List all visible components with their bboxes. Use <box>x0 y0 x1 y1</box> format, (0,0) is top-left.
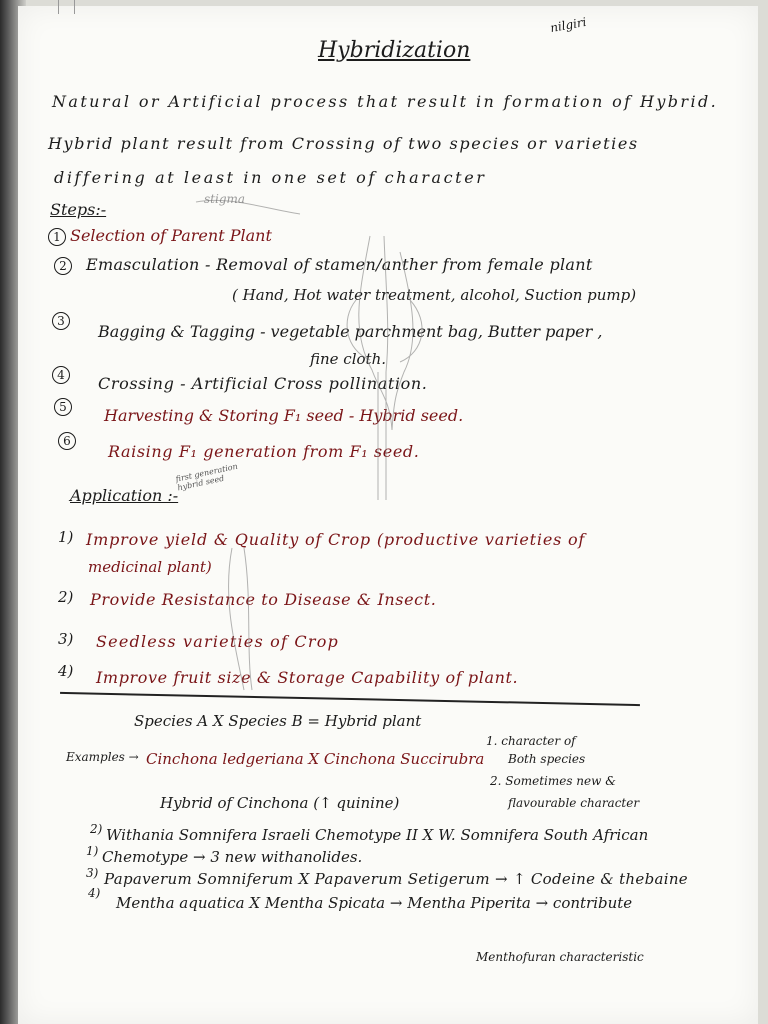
steps-heading: Steps:- <box>50 200 107 219</box>
step-text: Harvesting & Storing F₁ seed - Hybrid seed. <box>104 406 464 425</box>
example-number: 3) <box>86 866 99 880</box>
sketch-label: stigma <box>204 192 246 206</box>
application-heading: Application :- <box>70 486 179 505</box>
step-text: Bagging & Tagging - vegetable parchment bag, Butter paper , <box>98 322 603 341</box>
step-number: 5 <box>54 398 72 416</box>
hybrid-outcome: 2. Sometimes new & <box>490 774 616 788</box>
example-cross: Papaverum Somniferum X Papaverum Setigerum → ↑ Codeine & thebaine <box>104 870 688 888</box>
application-text: medicinal plant) <box>88 558 212 576</box>
definition-line: Hybrid plant result from Crossing of two species or varieties <box>48 134 639 153</box>
author-initials: nilgiri <box>549 14 588 36</box>
step-number: 2 <box>54 257 72 275</box>
step-text: Emasculation - Removal of stamen/anther from female plant <box>86 255 593 274</box>
application-number: 3) <box>58 630 74 648</box>
step-detail: ( Hand, Hot water treatment, alcohol, Suction pump) <box>232 286 637 304</box>
example-cross: Withania Somnifera Israeli Chemotype II X W. Somnifera South African <box>106 826 649 844</box>
example-number: 1) <box>86 844 99 858</box>
hybrid-equation: Species A X Species B = Hybrid plant <box>134 712 422 730</box>
step-number: 4 <box>52 366 70 384</box>
step-text: Raising F₁ generation from F₁ seed. <box>108 442 420 461</box>
example-detail: Chemotype → 3 new withanolides. <box>102 848 363 866</box>
application-number: 2) <box>58 588 74 606</box>
example-detail: Menthofuran characteristic <box>476 950 644 964</box>
hybrid-outcome: flavourable character <box>508 796 640 810</box>
example-cross: Mentha aquatica X Mentha Spicata → Mentha Piperita → contribute <box>116 894 633 912</box>
step-number: 1 <box>48 228 66 246</box>
examples-label: Examples → <box>66 750 139 764</box>
step-text: Selection of Parent Plant <box>70 226 272 245</box>
sketch-label: first generation hybrid seed <box>174 461 239 493</box>
example-number: 4) <box>88 886 101 900</box>
application-text: Seedless varieties of Crop <box>96 632 339 651</box>
application-text: Improve fruit size & Storage Capability of plant. <box>96 668 519 687</box>
example-cross: Cinchona ledgeriana X Cinchona Succirubra <box>146 750 485 768</box>
hybrid-outcome: Both species <box>508 752 586 766</box>
application-text: Improve yield & Quality of Crop (productive varieties of <box>86 530 586 549</box>
step-text: Crossing - Artificial Cross pollination. <box>98 374 428 393</box>
step-number: 3 <box>52 312 70 330</box>
step-number: 6 <box>58 432 76 450</box>
application-number: 1) <box>58 528 74 546</box>
definition-line: differing at least in one set of character <box>54 168 487 187</box>
application-number: 4) <box>58 662 74 680</box>
page-title: Hybridization <box>318 38 471 63</box>
hybrid-outcome: 1. character of <box>486 734 576 748</box>
step-detail: fine cloth. <box>310 350 386 368</box>
definition-line: Natural or Artificial process that result in formation of Hybrid. <box>52 92 719 111</box>
example-number: 2) <box>90 822 103 836</box>
example-result: Hybrid of Cinchona (↑ quinine) <box>160 794 400 812</box>
application-text: Provide Resistance to Disease & Insect. <box>90 590 437 609</box>
